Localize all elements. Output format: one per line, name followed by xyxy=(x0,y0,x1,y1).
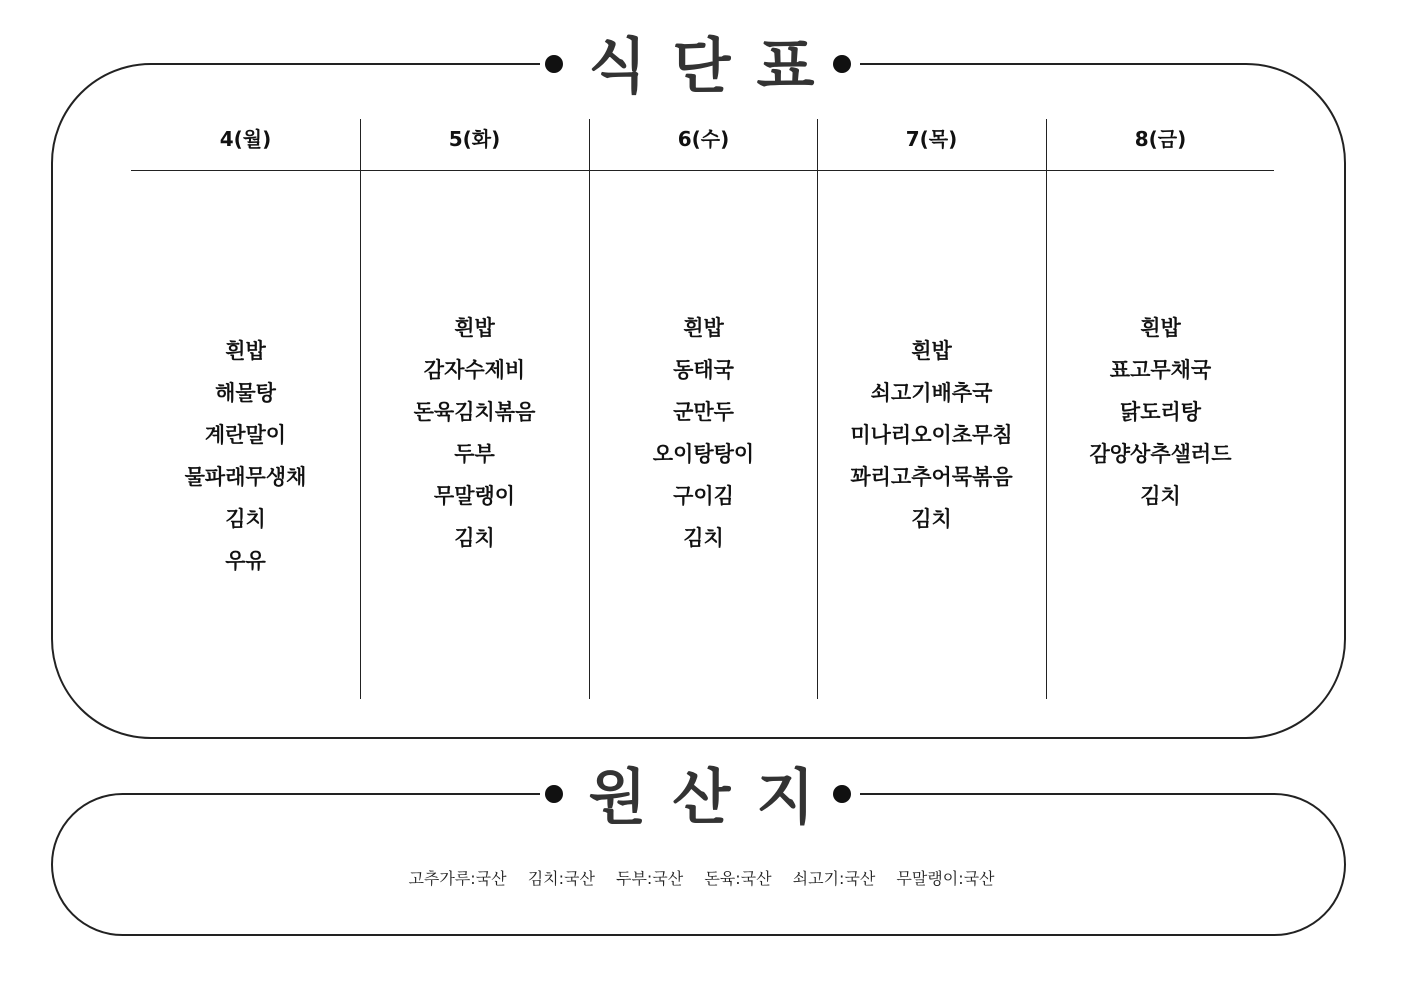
origin-item: 고추가루:국산 xyxy=(408,869,507,888)
dish-item: 표고무채국 xyxy=(1109,358,1212,382)
day-menu-friday xyxy=(1046,307,1275,517)
dish-item: 구이김 xyxy=(673,484,734,508)
dish-item: 김치 xyxy=(683,526,724,550)
origin-list xyxy=(0,866,1403,892)
day-menu-thursday xyxy=(817,330,1046,540)
dish-item: 흰밥 xyxy=(683,316,724,340)
day-menu-tuesday xyxy=(360,307,589,559)
dish-item: 물파래무생채 xyxy=(184,465,307,489)
dish-item: 감자수제비 xyxy=(423,358,526,382)
day-header-monday: 4(월) xyxy=(219,127,272,151)
day-header-wednesday: 6(수) xyxy=(677,127,730,151)
day-header-thursday: 7(목) xyxy=(905,127,958,151)
dish-item: 김치 xyxy=(454,526,495,550)
dish-item: 김치 xyxy=(225,507,266,531)
day-menu-wednesday xyxy=(589,307,818,559)
origin-item: 두부:국산 xyxy=(616,869,684,888)
dish-item: 꽈리고추어묵볶음 xyxy=(850,465,1013,489)
dish-item: 돈육김치볶음 xyxy=(413,400,536,424)
origin-item: 쇠고기:국산 xyxy=(792,869,876,888)
origin-item: 김치:국산 xyxy=(527,869,595,888)
menu-title: 식단표 xyxy=(588,32,841,102)
dish-item: 흰밥 xyxy=(1140,316,1181,340)
dish-item: 두부 xyxy=(454,442,495,466)
dish-item: 군만두 xyxy=(673,400,734,424)
origin-item: 돈육:국산 xyxy=(704,869,772,888)
header-divider-line xyxy=(131,170,1274,171)
dish-item: 우유 xyxy=(225,549,266,573)
dish-item: 쇠고기배추국 xyxy=(870,381,993,405)
dish-item: 미나리오이초무침 xyxy=(850,423,1013,447)
dish-item: 해물탕 xyxy=(215,381,276,405)
day-menu-monday xyxy=(131,330,360,582)
dish-item: 무말랭이 xyxy=(433,484,516,508)
dish-item: 감양상추샐러드 xyxy=(1089,442,1232,466)
dish-item: 김치 xyxy=(911,507,952,531)
dish-item: 동태국 xyxy=(673,358,734,382)
dish-item: 흰밥 xyxy=(454,316,495,340)
day-header-tuesday: 5(화) xyxy=(448,127,501,151)
dish-item: 흰밥 xyxy=(911,339,952,363)
dish-item: 김치 xyxy=(1140,484,1181,508)
origin-item: 무말랭이:국산 xyxy=(896,869,995,888)
day-header-friday: 8(금) xyxy=(1134,127,1187,151)
dish-item: 오이탕탕이 xyxy=(652,442,755,466)
dish-item: 계란말이 xyxy=(204,423,287,447)
dish-item: 닭도리탕 xyxy=(1119,400,1202,424)
dish-item: 흰밥 xyxy=(225,339,266,363)
origin-title: 원산지 xyxy=(588,763,841,833)
